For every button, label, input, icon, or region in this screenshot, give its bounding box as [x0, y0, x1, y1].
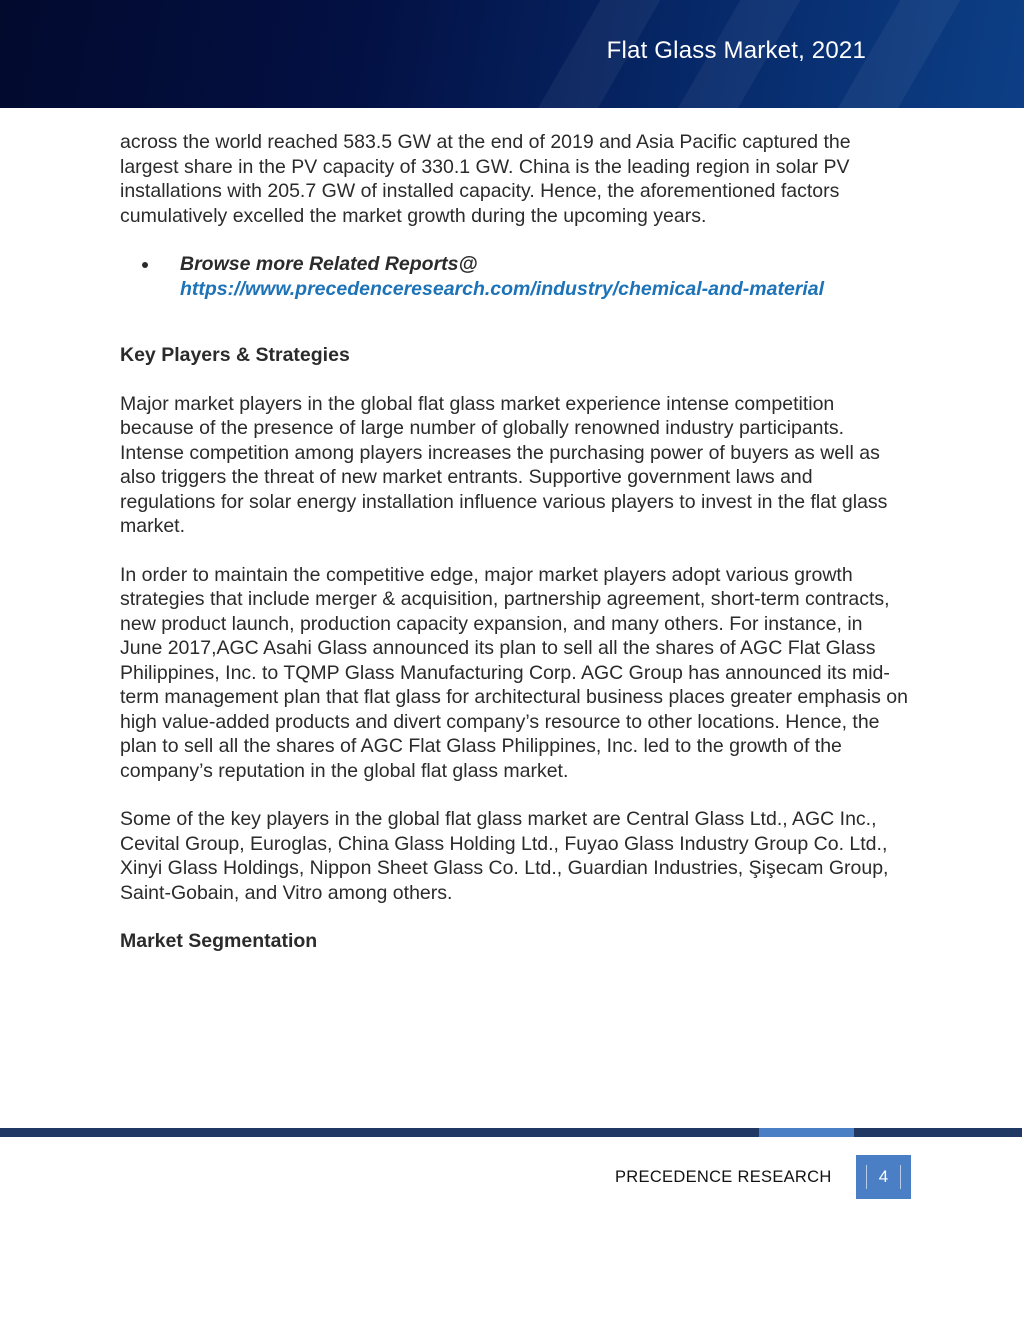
- related-reports-label: Browse more Related Reports@: [180, 253, 478, 275]
- footer-accent-block: [759, 1128, 854, 1137]
- footer-brand: PRECEDENCE RESEARCH: [615, 1168, 832, 1186]
- page-number: [856, 1155, 911, 1199]
- related-reports-bullet: [120, 252, 910, 301]
- page-number-label: 4: [878, 1167, 889, 1186]
- bullet-icon: [142, 262, 148, 268]
- document-title: Flat Glass Market, 2021: [606, 37, 866, 64]
- page-header: [0, 0, 1024, 108]
- section-heading-market-segmentation: Market Segmentation: [120, 930, 318, 952]
- page-content: [120, 130, 910, 978]
- intro-paragraph: across the world reached 583.5 GW at the end of 2019 and Asia Pacific captured the largest share in the PV capacity of 330.1 GW. China is the leading region in solar PV installations with 205.7 GW of installed capacity. Hence, the aforementioned factors cumulatively excelled the market growth during the upcoming years.: [120, 131, 851, 227]
- key-players-paragraph-1: Major market players in the global flat glass market experience intense competition because of the presence of large number of globally renowned industry participants. Intense competition among players increases the purchasing power of buyers as well as also triggers the threat of new market entrants. Supportive government laws and regulations for solar energy installation influence various players to invest in the flat glass market.: [120, 392, 888, 537]
- related-reports-link[interactable]: https://www.precedenceresearch.com/industry/chemical-and-material: [180, 277, 825, 300]
- section-heading-key-players: Key Players & Strategies: [120, 344, 350, 366]
- key-players-paragraph-3: Some of the key players in the global flat glass market are Central Glass Ltd., AGC Inc., Cevital Group, Euroglas, China Glass Holding Ltd., Fuyao Glass Industry Group Co. Ltd., Xinyi Glass Holdings, Nippon Sheet Glass Co. Ltd., Guardian Industries, Şişecam Group, Saint-Gobain, and Vitro among others.: [120, 808, 889, 904]
- key-players-paragraph-2: In order to maintain the competitive edge, major market players adopt various growth strategies that include merger & acquisition, partnership agreement, short-term contracts, new product launch, production capacity expansion, and many others. For instance, in June 2017,AGC Asahi Glass announced its plan to sell all the shares of AGC Flat Glass Philippines, Inc. to TQMP Glass Manufacturing Corp. AGC Group has announced its mid-term management plan that flat glass for architectural business places greater emphasis on high value-added products and divert company’s resource to other locations. Hence, the plan to sell all the shares of AGC Flat Glass Philippines, Inc. led to the growth of the company’s reputation in the global flat glass market.: [120, 563, 908, 782]
- footer-divider: [0, 1128, 1022, 1137]
